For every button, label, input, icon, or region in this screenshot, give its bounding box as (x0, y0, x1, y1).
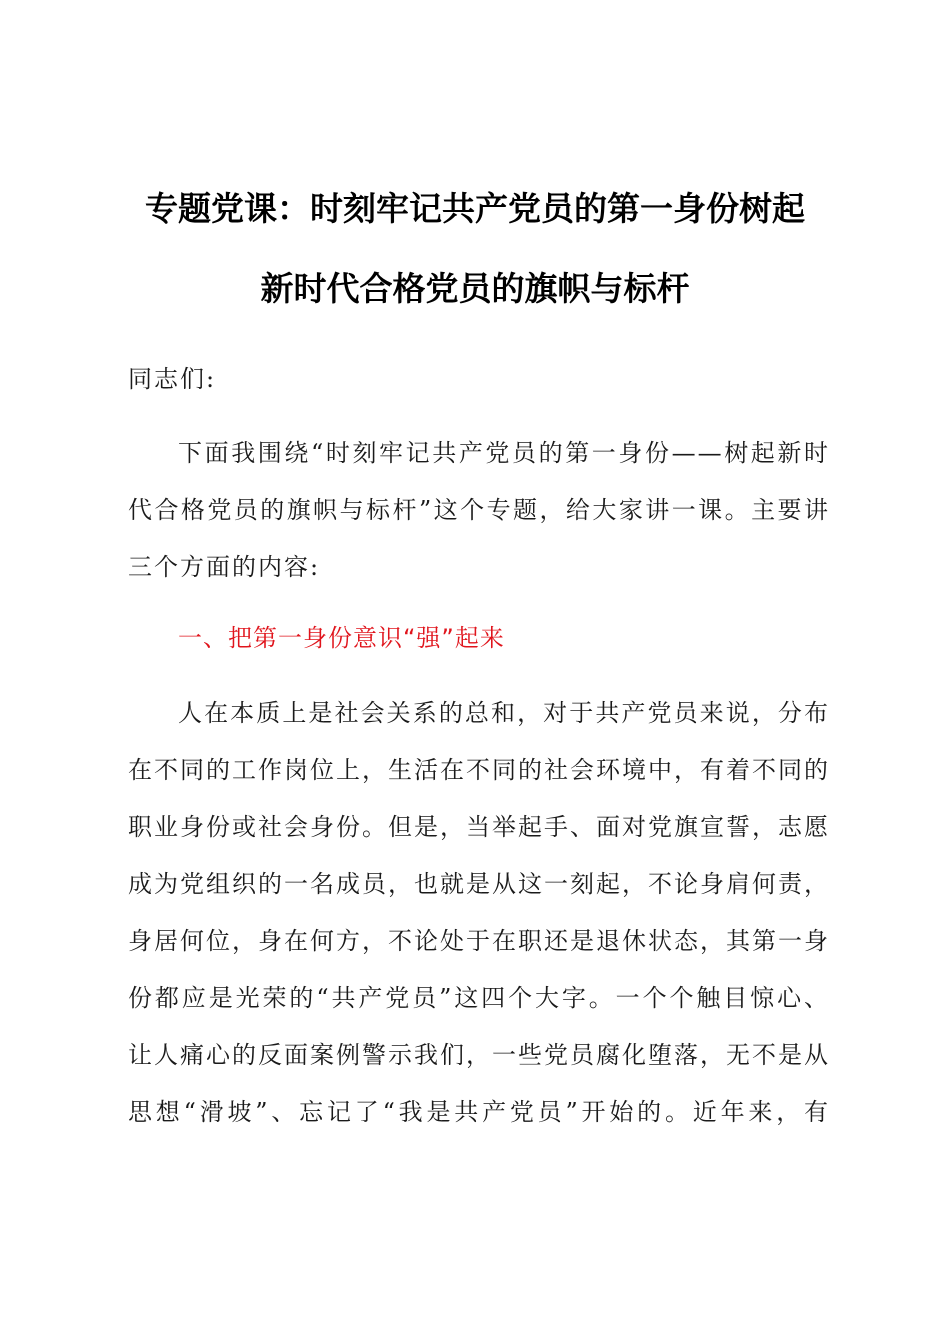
document-title-line-2: 新时代合格党员的旗帜与标杆 (260, 269, 690, 308)
body-line: 职业身份或社会身份。但是，当举起手、面对党旗宣誓，志愿 (128, 813, 830, 841)
body-line: 份都应是光荣的“共产党员”这四个大字。一个个触目惊心、 (128, 984, 830, 1012)
body-line: 让人痛心的反面案例警示我们，一些党员腐化堕落，无不是从 (128, 1041, 830, 1069)
intro-line: 下面我围绕“时刻牢记共产党员的第一身份——树起新时 (178, 439, 830, 467)
body-line: 思想“滑坡”、忘记了“我是共产党员”开始的。近年来，有 (128, 1098, 830, 1126)
body-line: 在不同的工作岗位上，生活在不同的社会环境中，有着不同的 (128, 756, 830, 784)
intro-line: 三个方面的内容: (128, 553, 321, 581)
section-heading: 一、把第一身份意识“强”起来 (178, 624, 505, 652)
body-line: 成为党组织的一名成员，也就是从这一刻起，不论身肩何责， (128, 870, 830, 898)
intro-line: 代合格党员的旗帜与标杆”这个专题，给大家讲一课。主要讲 (128, 496, 830, 524)
body-line: 身居何位，身在何方，不论处于在职还是退休状态，其第一身 (128, 927, 830, 955)
salutation: 同志们: (128, 365, 217, 393)
document-title-line-1: 专题党课：时刻牢记共产党员的第一身份树起 (145, 189, 805, 228)
body-line: 人在本质上是社会关系的总和，对于共产党员来说，分布 (178, 699, 830, 727)
